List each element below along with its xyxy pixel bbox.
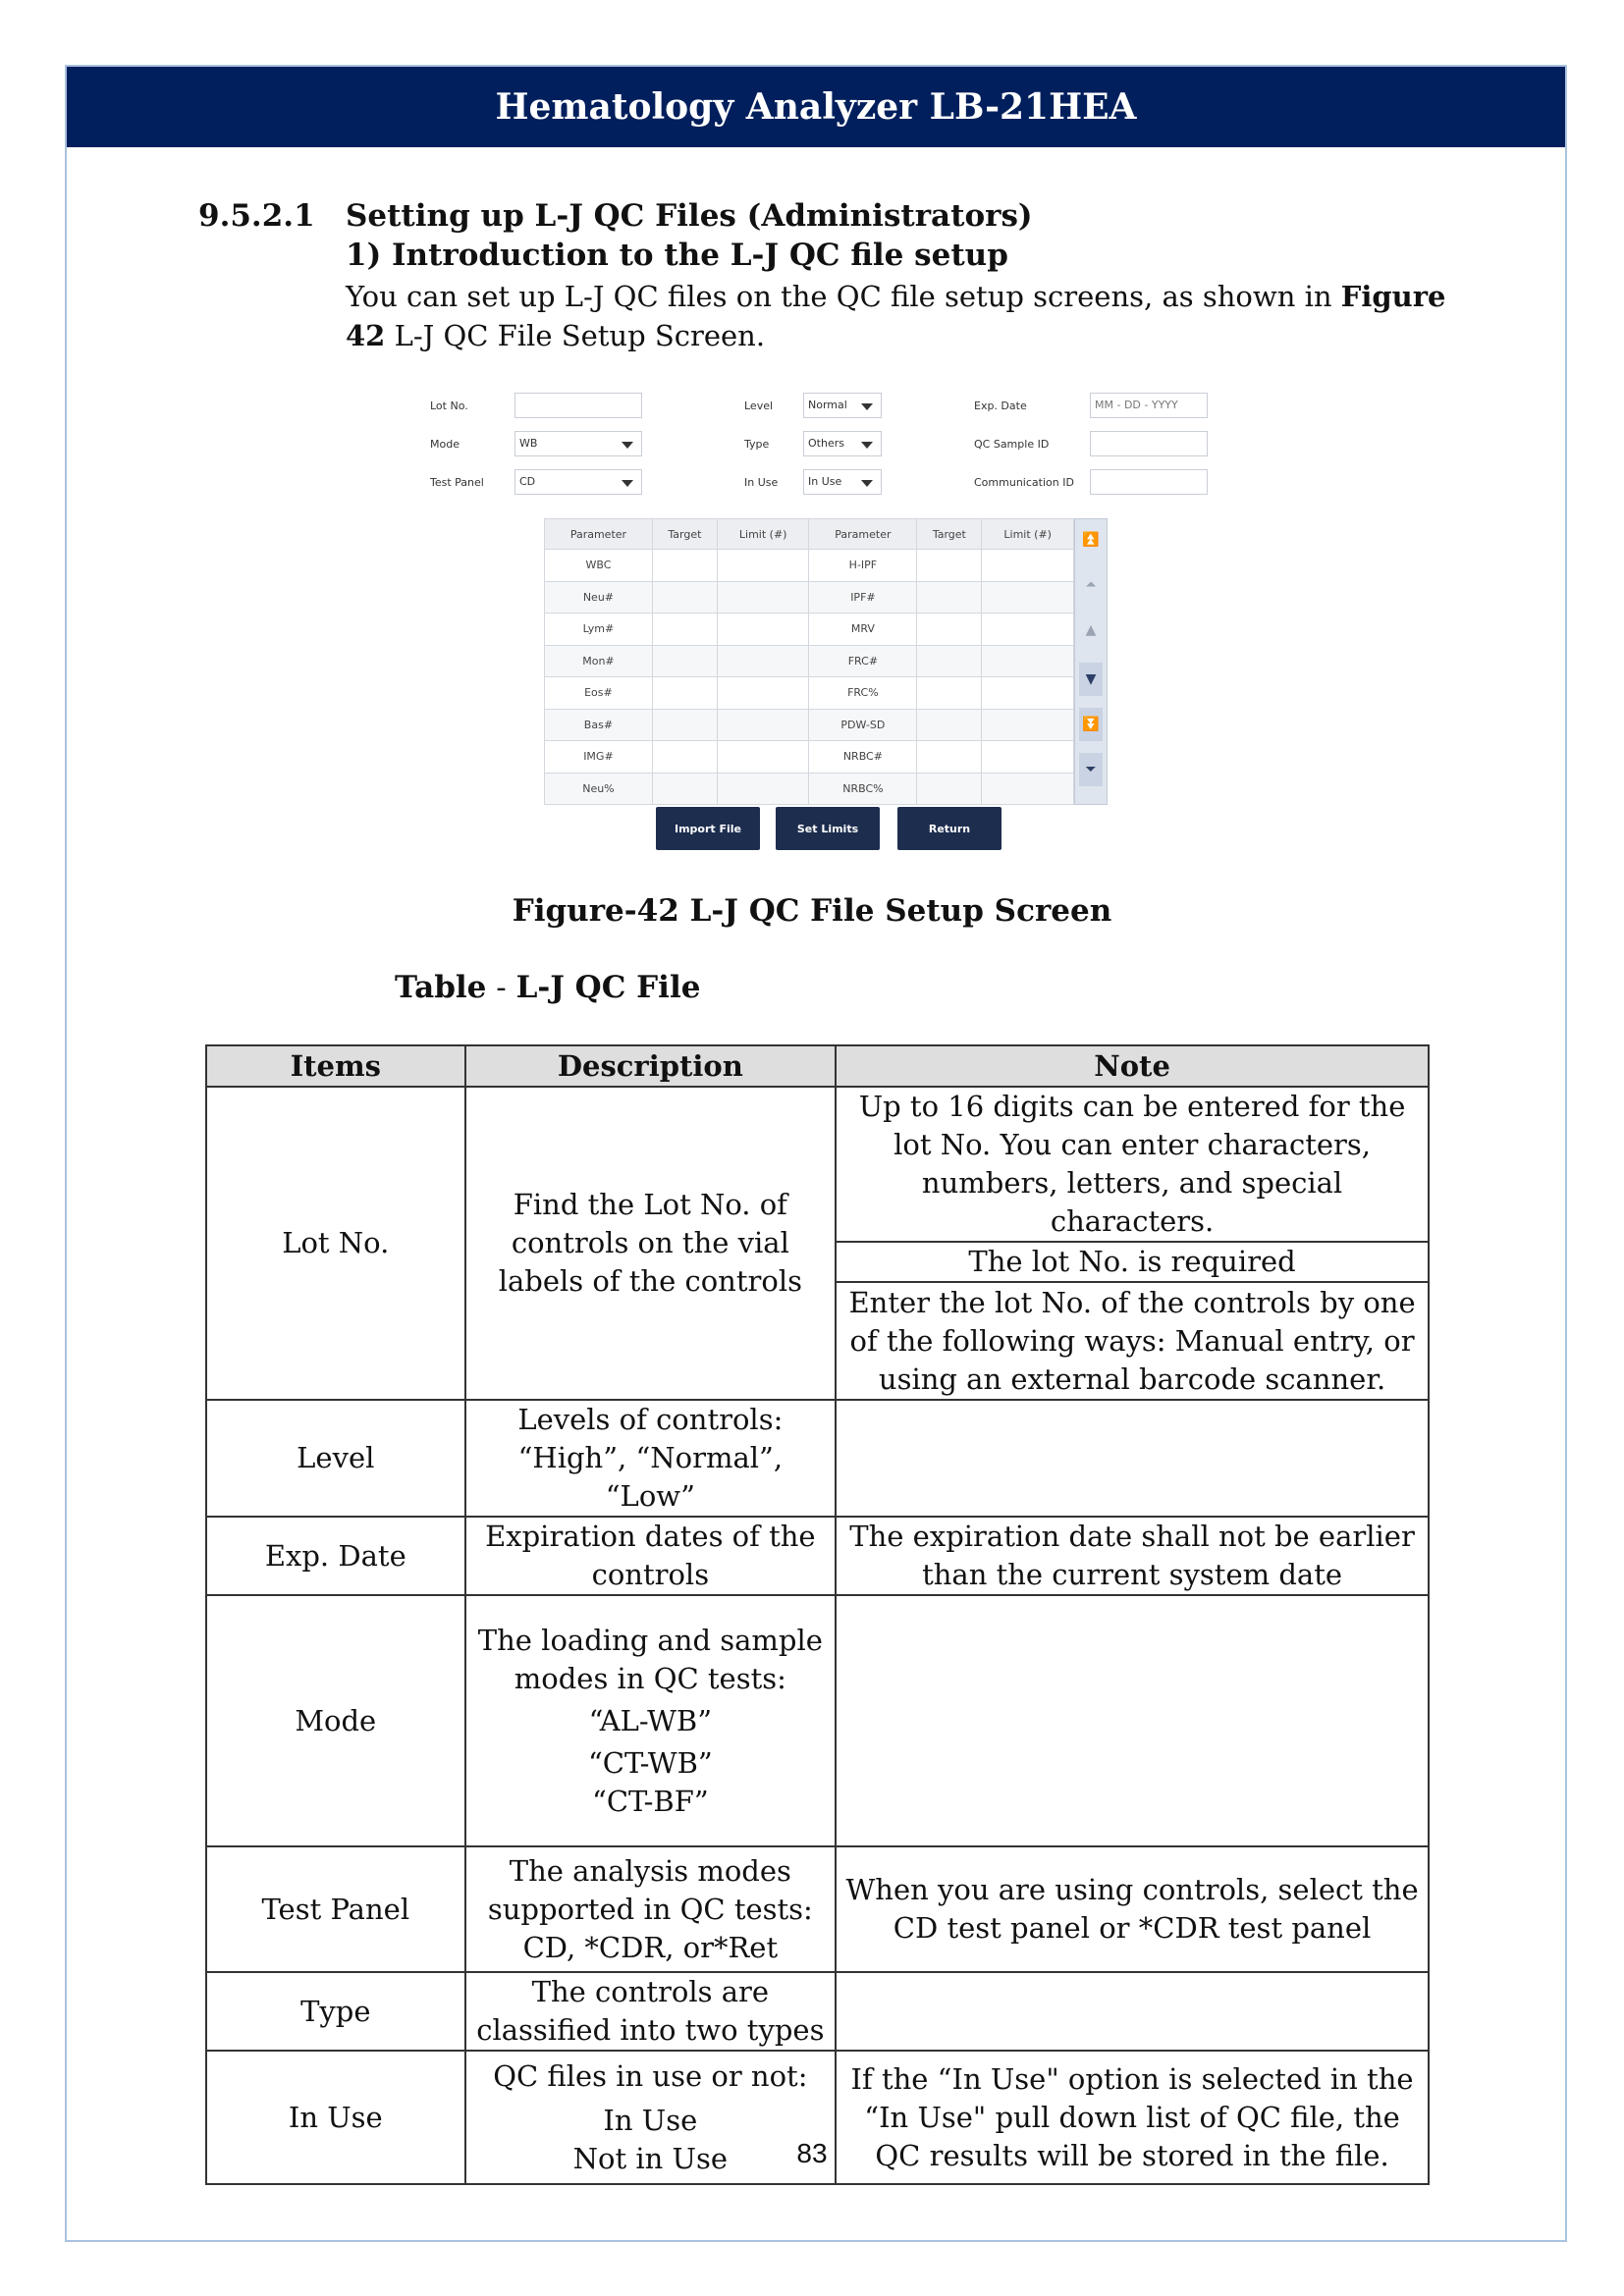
grid-row <box>545 677 1074 710</box>
grid-cell[interactable] <box>717 677 809 710</box>
description-cell: QC files in use or not: In Use Not in Use <box>465 2051 837 2184</box>
grid-cell[interactable] <box>717 773 809 805</box>
description-cell: Levels of controls: “High”, “Normal”, “Low” <box>465 1400 837 1517</box>
note-cell <box>836 1972 1429 2051</box>
page-number: 83 <box>796 2138 828 2168</box>
grid-cell: Bas# <box>545 709 653 741</box>
section-title: Setting up L-J QC Files (Administrators) <box>346 198 1033 234</box>
grid-cell[interactable] <box>917 709 982 741</box>
grid-row <box>545 773 1074 805</box>
grid-cell: WBC <box>545 550 653 582</box>
mode-label: Mode <box>430 438 460 451</box>
return-button[interactable]: Return <box>897 807 1001 850</box>
grid-cell[interactable] <box>717 550 809 582</box>
grid-scrollbar[interactable] <box>1074 518 1108 805</box>
exp-date-input[interactable]: MM - DD - YYYY <box>1090 393 1208 418</box>
grid-cell[interactable] <box>652 581 717 614</box>
scroll-top-icon[interactable]: ⏫ <box>1082 532 1100 548</box>
grid-header: Target <box>917 519 982 550</box>
exp-date-label: Exp. Date <box>974 400 1027 412</box>
description-cell: Find the Lot No. of controls on the vial labels of the controls <box>465 1087 837 1400</box>
import-file-button[interactable]: Import File <box>656 807 760 850</box>
note-cell <box>836 1400 1429 1517</box>
grid-cell[interactable] <box>982 773 1074 805</box>
grid-cell: IMG# <box>545 741 653 774</box>
note-cell: The expiration date shall not be earlier than the current system date <box>836 1517 1429 1595</box>
description-cell: Expiration dates of the controls <box>465 1517 837 1595</box>
grid-cell[interactable] <box>917 614 982 646</box>
in-use-label: In Use <box>744 476 779 489</box>
grid-row <box>545 741 1074 774</box>
item-cell: Level <box>206 1400 465 1517</box>
column-header-items: Items <box>206 1045 465 1087</box>
grid-row <box>545 614 1074 646</box>
parameter-grid <box>544 518 1074 805</box>
lot-no-label: Lot No. <box>430 400 468 412</box>
qc-setup-screenshot <box>422 383 1218 854</box>
grid-cell[interactable] <box>917 677 982 710</box>
scroll-down-icon[interactable]: ▼ <box>1079 663 1103 696</box>
level-label: Level <box>744 400 774 412</box>
test-panel-label: Test Panel <box>430 476 484 489</box>
note-cell <box>836 1595 1429 1846</box>
grid-cell[interactable] <box>717 645 809 677</box>
grid-cell[interactable] <box>652 773 717 805</box>
grid-cell[interactable] <box>652 645 717 677</box>
grid-cell[interactable] <box>982 550 1074 582</box>
grid-row <box>545 550 1074 582</box>
item-cell: Mode <box>206 1595 465 1846</box>
table-row <box>206 1517 1429 1595</box>
grid-cell[interactable] <box>652 741 717 774</box>
item-cell: Type <box>206 1972 465 2051</box>
item-cell: Lot No. <box>206 1087 465 1400</box>
mode-select[interactable]: WB <box>514 431 642 456</box>
grid-cell[interactable] <box>982 581 1074 614</box>
figure-caption: Figure-42 L-J QC File Setup Screen <box>512 893 1112 929</box>
table-caption: Table - L-J QC File <box>395 970 701 1005</box>
grid-cell[interactable] <box>917 645 982 677</box>
grid-cell: MRV <box>809 614 917 646</box>
table-row <box>206 1400 1429 1517</box>
scroll-bottom-icon[interactable]: ⏷ <box>1079 753 1103 786</box>
grid-cell[interactable] <box>717 709 809 741</box>
grid-cell: PDW-SD <box>809 709 917 741</box>
grid-row <box>545 709 1074 741</box>
note-cell: Enter the lot No. of the controls by one of the following ways: Manual entry, or using an external barcode scanner. <box>836 1282 1429 1400</box>
communication-id-label: Communication ID <box>974 476 1074 489</box>
intro-title: 1) Introduction to the L-J QC file setup <box>346 238 1008 273</box>
grid-cell[interactable] <box>917 741 982 774</box>
type-label: Type <box>744 438 770 451</box>
grid-cell[interactable] <box>652 614 717 646</box>
table-row <box>206 1087 1429 1242</box>
header-title: Hematology Analyzer LB-21HEA <box>495 86 1137 128</box>
note-cell: Up to 16 digits can be entered for the lot No. You can enter characters, numbers, letters, and special characters. <box>836 1087 1429 1242</box>
column-header-description: Description <box>465 1045 837 1087</box>
header-banner <box>67 67 1565 147</box>
grid-cell: Mon# <box>545 645 653 677</box>
scroll-page-down-icon[interactable]: ⏬ <box>1079 708 1103 741</box>
grid-cell: NRBC% <box>809 773 917 805</box>
grid-cell[interactable] <box>982 709 1074 741</box>
scroll-up-icon[interactable]: ▲ <box>1085 622 1097 638</box>
set-limits-button[interactable]: Set Limits <box>776 807 880 850</box>
grid-cell[interactable] <box>982 741 1074 774</box>
section-number: 9.5.2.1 <box>198 198 315 234</box>
table-row <box>206 1846 1429 1972</box>
grid-cell[interactable] <box>982 614 1074 646</box>
grid-cell[interactable] <box>717 581 809 614</box>
description-cell: The analysis modes supported in QC tests: CD, *CDR, or*Ret <box>465 1846 837 1972</box>
scroll-page-up-icon[interactable]: ⏶ <box>1085 577 1097 593</box>
lj-qc-file-table <box>205 1044 1430 2185</box>
grid-header: Target <box>652 519 717 550</box>
grid-cell[interactable] <box>652 709 717 741</box>
grid-header: Parameter <box>809 519 917 550</box>
communication-id-input[interactable] <box>1090 469 1208 495</box>
grid-header: Limit (#) <box>982 519 1074 550</box>
grid-header: Limit (#) <box>717 519 809 550</box>
grid-cell: IPF# <box>809 581 917 614</box>
grid-cell[interactable] <box>917 581 982 614</box>
item-cell: Test Panel <box>206 1846 465 1972</box>
intro-text: You can set up L-J QC files on the QC file setup screens, as shown in Figure 42 L-J QC File Setup Screen. <box>346 280 1446 352</box>
table-row <box>206 1595 1429 1846</box>
grid-header: Parameter <box>545 519 653 550</box>
grid-cell[interactable] <box>982 645 1074 677</box>
grid-cell: Neu% <box>545 773 653 805</box>
grid-cell: H-IPF <box>809 550 917 582</box>
column-header-note: Note <box>836 1045 1429 1087</box>
in-use-select[interactable]: In Use <box>803 469 882 495</box>
grid-cell[interactable] <box>917 773 982 805</box>
description-cell: The controls are classified into two types <box>465 1972 837 2051</box>
grid-cell[interactable] <box>652 550 717 582</box>
grid-cell: FRC% <box>809 677 917 710</box>
note-cell: The lot No. is required <box>836 1242 1429 1282</box>
grid-cell[interactable] <box>652 677 717 710</box>
grid-cell: NRBC# <box>809 741 917 774</box>
item-cell: In Use <box>206 2051 465 2184</box>
grid-row <box>545 581 1074 614</box>
description-cell: The loading and sample modes in QC tests: “AL-WB” “CT-WB” “CT-BF” <box>465 1595 837 1846</box>
qc-sample-id-input[interactable] <box>1090 431 1208 456</box>
grid-cell[interactable] <box>717 741 809 774</box>
grid-cell: Lym# <box>545 614 653 646</box>
grid-row <box>545 645 1074 677</box>
type-select[interactable]: Others <box>803 431 882 456</box>
grid-cell: Neu# <box>545 581 653 614</box>
qc-sample-id-label: QC Sample ID <box>974 438 1050 451</box>
test-panel-select[interactable]: CD <box>514 469 642 495</box>
level-select[interactable]: Normal <box>803 393 882 418</box>
note-cell: If the “In Use" option is selected in the “In Use" pull down list of QC file, the QC results will be stored in the file. <box>836 2051 1429 2184</box>
grid-cell[interactable] <box>717 614 809 646</box>
grid-cell: Eos# <box>545 677 653 710</box>
grid-cell[interactable] <box>982 677 1074 710</box>
table-row <box>206 1972 1429 2051</box>
note-cell: When you are using controls, select the CD test panel or *CDR test panel <box>836 1846 1429 1972</box>
lot-no-input[interactable] <box>514 393 642 418</box>
grid-cell[interactable] <box>917 550 982 582</box>
grid-cell: FRC# <box>809 645 917 677</box>
item-cell: Exp. Date <box>206 1517 465 1595</box>
